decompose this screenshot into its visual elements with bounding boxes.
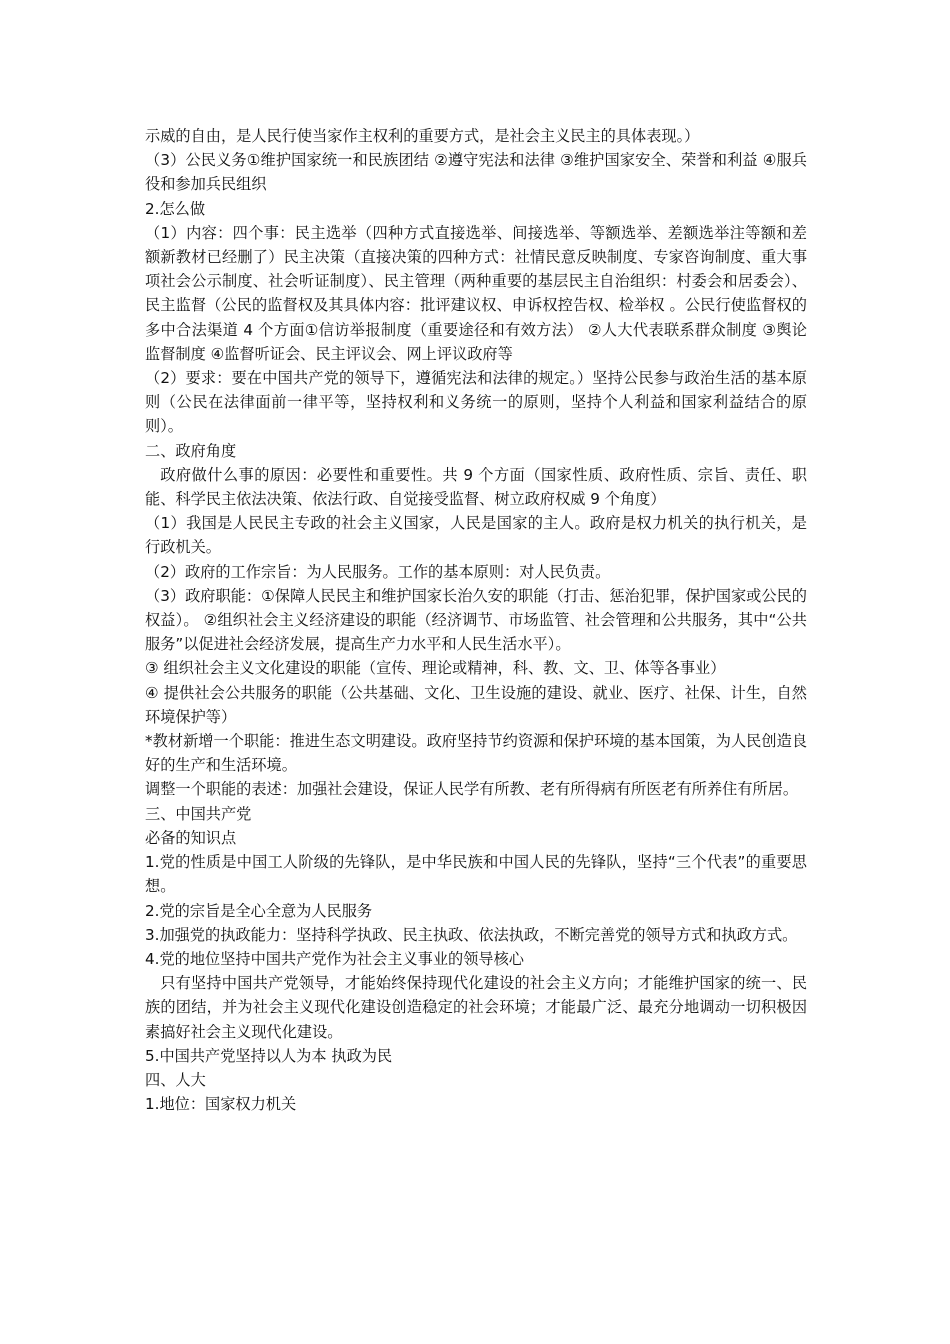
paragraph-citizen-duties: （3）公民义务①维护国家统一和民族团结 ②遵守宪法和法律 ③维护国家安全、荣誉和利益 ④服兵役和参加兵民组织 <box>145 151 807 194</box>
heading-how-to-do: 2.怎么做 <box>145 199 206 218</box>
paragraph-governing-capacity: 3.加强党的执政能力：坚持科学执政、民主执政、依法执政，不断完善党的领导方式和执政方式。 <box>145 925 798 944</box>
paragraph-adjusted-function: 调整一个职能的表述：加强社会建设，保证人民学有所教、老有所得病有所医老有所养住有所居。 <box>145 780 799 799</box>
heading-npc: 四、人大 <box>145 1070 206 1089</box>
paragraph-government-functions: （3）政府职能：①保障人民民主和维护国家长治久安的职能（打击、惩治犯罪，保护国家或公民的权益）。 ②组织社会主义经济建设的职能（经济调节、市场监管、社会管理和公共服务，其中“公共服务”以促进社会经济发展，提高生产力水平和人民生活水平）。 <box>145 586 807 654</box>
paragraph-party-status: 4.党的地位坚持中国共产党作为社会主义事业的领导核心 <box>145 949 524 968</box>
paragraph-government-reasons: 政府做什么事的原因：必要性和重要性。共 9 个方面（国家性质、政府性质、宗旨、责任、职能、科学民主依法决策、依法行政、自觉接受监督、树立政府权威 9 个角度） <box>145 465 807 509</box>
paragraph-npc-status: 1.地位：国家权力机关 <box>145 1095 297 1114</box>
paragraph-public-service-function: ④ 提供社会公共服务的职能（公共基础、文化、卫生设施的建设、就业、医疗、社保、计生，自然环境保护等） <box>145 683 807 726</box>
paragraph-party-leadership: 只有坚持中国共产党领导，才能始终保持现代化建设的社会主义方向；才能维护国家的统一、民族的团结，并为社会主义现代化建设创造稳定的社会环境；才能最广泛、最充分地调动一切积极因素搞好社会主义现代化建设。 <box>145 974 807 1041</box>
paragraph-party-purpose: 2.党的宗旨是全心全意为人民服务 <box>145 901 373 920</box>
paragraph-culture-function: ③ 组织社会主义文化建设的职能（宣传、理论或精神，科、教、文、卫、体等各事业） <box>145 659 726 678</box>
paragraph-people-oriented: 5.中国共产党坚持以人为本 执政为民 <box>145 1046 393 1065</box>
heading-communist-party: 三、中国共产党 <box>145 804 252 823</box>
paragraph-demonstration-freedom: 示威的自由，是人民行使当家作主权利的重要方式，是社会主义民主的具体表现。） <box>145 127 700 145</box>
paragraph-new-function: *教材新增一个职能：推进生态文明建设。政府坚持节约资源和保护环境的基本国策，为人民创造良好的生产和生活环境。 <box>145 732 807 775</box>
paragraph-content-four-things: （1）内容：四个事：民主选举（四种方式直接选举、间接选举、等额选举、差额选举注等额和差额新教材已经删了）民主决策（直接决策的四种方式：社情民意反映制度、专家咨询制度、重大事项社会公示制度、社会听证制度）、民主管理（两种重要的基层民主自治组织：村委会和居委会）、民主监督（公民的监督权及其具体内容：批评建议权、申诉权控告权、检举权 。公民行使监督权的多中合法渠道 4 个方面①信访举报制度（重要途径和有效方法） ②人大代表联系群众制度 ③舆论监督制度 ④监督听证会、民主评议会、网上评议政府等 <box>145 223 807 363</box>
paragraph-state-nature: （1）我国是人民民主专政的社会主义国家，人民是国家的主人。政府是权力机关的执行机关，是行政机关。 <box>145 514 807 557</box>
heading-government-perspective: 二、政府角度 <box>145 441 237 460</box>
heading-key-points: 必备的知识点 <box>145 828 237 847</box>
paragraph-party-nature: 1.党的性质是中国工人阶级的先锋队，是中华民族和中国人民的先锋队，坚持“三个代表”的重要思想。 <box>145 853 807 896</box>
document-body <box>145 124 807 1116</box>
paragraph-requirements: （2）要求：要在中国共产党的领导下，遵循宪法和法律的规定。）坚持公民参与政治生活的基本原则（公民在法律面前一律平等，坚持权利和义务统一的原则，坚持个人利益和国家利益结合的原则）。 <box>145 369 807 436</box>
paragraph-government-purpose: （2）政府的工作宗旨：为人民服务。工作的基本原则：对人民负责。 <box>145 562 611 581</box>
